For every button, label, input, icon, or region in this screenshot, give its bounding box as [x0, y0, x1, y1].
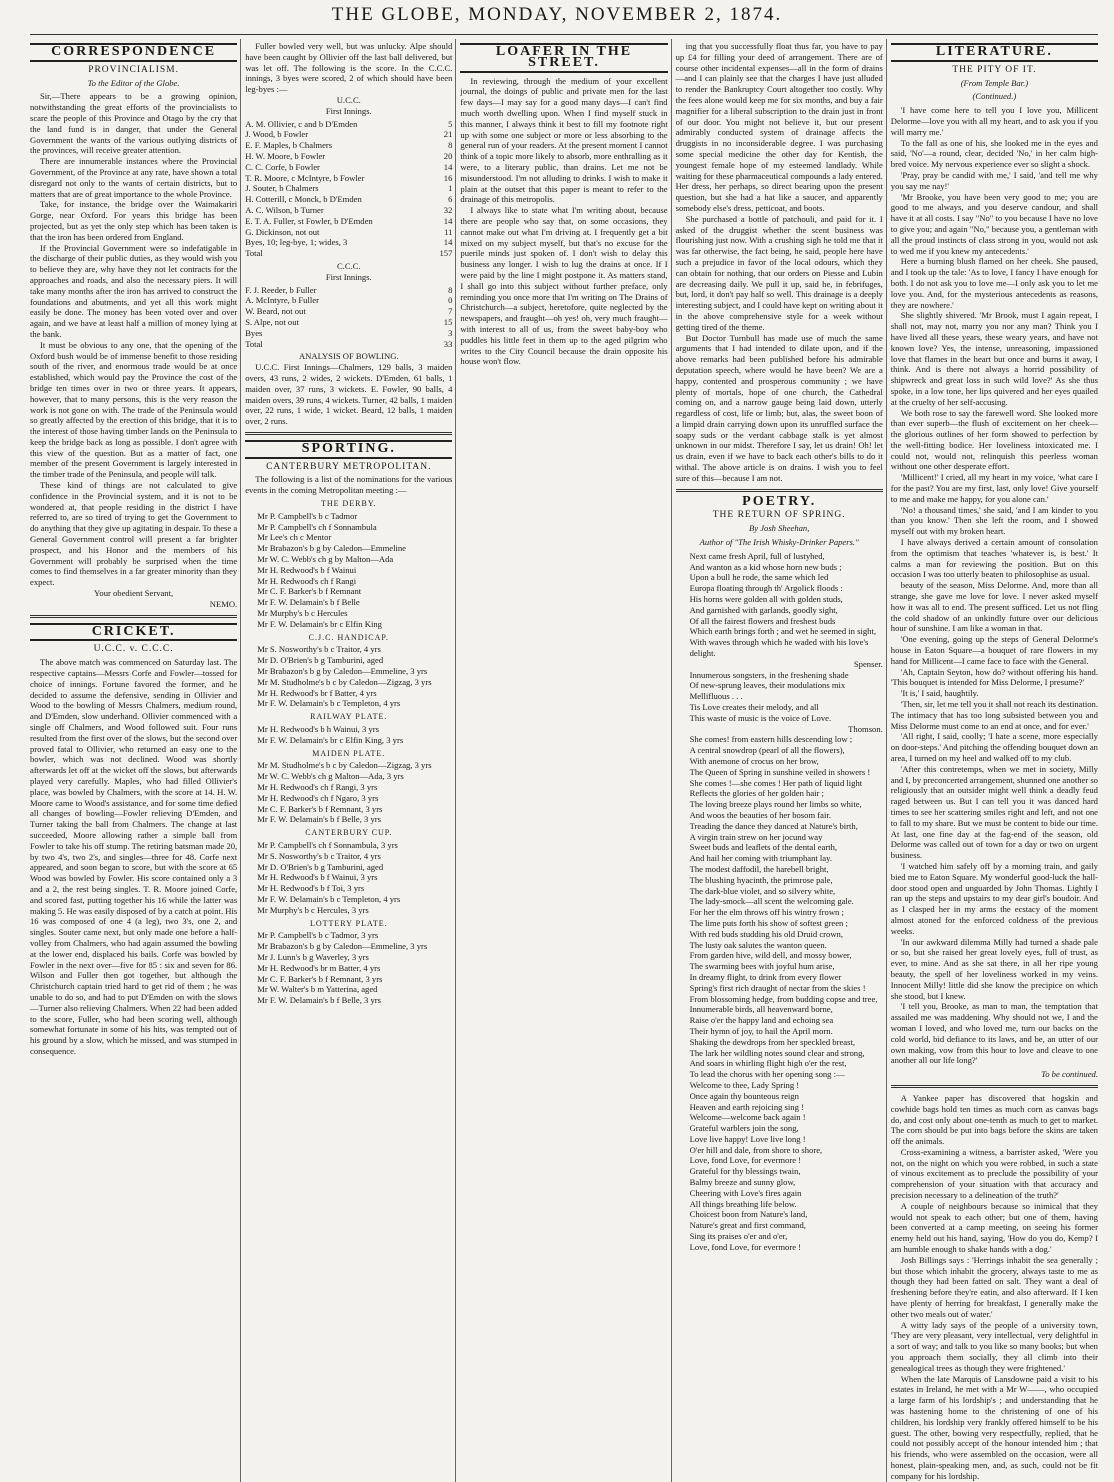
poem-line: And hail her coming with triumphant lay.: [689, 853, 832, 864]
poem-line: The lime puts forth his show of softest green ;: [689, 917, 848, 928]
race-entry: Mr P. Campbell's b c Tadmor, 3 yrs: [257, 930, 379, 941]
race-entry: Mr F. W. Delamain's br c Elfin King, 3 yrs: [257, 734, 404, 745]
story-paragraph: 'After this contretemps, when we met in society, Milly and I, by preconcerted arrangement, shunned one another so religiously that an outsider might well think a deadly feud raged between us. But I can tell you it was danced hard times to see her scattering smiles right and left, and not one to fall to my share. But we must be content to bide our time. At last, one fine day at the fag-end of the season, old Delorme was called out of town for a day or two on urgent business.: [890, 763, 1098, 861]
column-3: [460, 35, 667, 1482]
miscellany-paragraph: A witty lady says of the people of a university town, 'They are very pleasant, very intellectual, very delightful in a sort of way; and talk to you like so many books; but when you approach them socially, they all climb into their genealogical trees as though they were frightened.': [890, 1319, 1098, 1373]
score-row: E. F. Maples, b Chalmers 8: [245, 140, 453, 151]
race-entry: Mr Brabazon's b g by Caledon—Emmeline, 3 yrs: [257, 666, 428, 677]
correspondence-signature: NEMO.: [209, 598, 238, 609]
poem-line: Grateful warblers join the song,: [689, 1123, 799, 1134]
poem-line: Balmy breeze and sunny glow,: [689, 1177, 796, 1188]
poem-line: The loving breeze plays round her limbs so white,: [689, 799, 862, 810]
race-entry: Mr F. W. Delamain's b f Belle, 3 yrs: [257, 814, 381, 825]
story-text: [891, 105, 1098, 580]
score-row: J. Souter, b Chalmers 1: [245, 183, 453, 194]
column-1: [30, 35, 237, 1482]
poem-line: Innumerable birds, all heavenward borne,: [689, 1004, 833, 1015]
poem-line: From blossoming hedge, from budding copse and tree,: [689, 993, 878, 1004]
poem-line: The modest daffodil, the harebell bright,: [689, 863, 829, 874]
correspondence-paragraph: There are innumerable instances where the Provincial Government, of the Province at any rate, have shown a total disregard not only to the wants of certain districts, but to matters that are of great importance to the whole Province.: [30, 156, 238, 199]
race-entry: Mr D. O'Brien's b g Tamburini, aged: [257, 861, 384, 872]
poem-line: Which earth brings forth ; and wet he seemed in sight,: [689, 626, 876, 637]
race-entry: Mr Murphy's b c Hercules: [257, 608, 348, 619]
race-entry: Mr Brabazon's b g by Caledon—Emmeline, 3 yrs: [257, 941, 428, 952]
poem-line: With anemone of crocus on her brow,: [689, 756, 819, 766]
race-title: MAIDEN PLATE.: [312, 748, 386, 758]
poem-line: The blushing hyacinth, the primrose pale,: [689, 874, 833, 885]
poem-line: Upon a bull he rode, the same which led: [689, 572, 829, 583]
poem-title: THE RETURN OF SPRING.: [712, 510, 846, 521]
race-entry: Mr H. Redwood's ch f Ngaro, 3 yrs: [257, 792, 379, 803]
ucc-title: U.C.C.: [336, 94, 361, 105]
race-entry: Mr C. F. Barker's b f Remnant: [257, 586, 362, 597]
score-row: H. W. Moore, b Fowler 20: [245, 150, 453, 161]
race-entry: Mr H. Redwood's b f Toi, 3 yrs: [257, 883, 365, 894]
poem-line: A virgin train strew on her jocund way: [689, 831, 823, 842]
story-paragraph: 'One evening, going up the steps of General Delorme's house in Eaton Square—a bouquet of rare flowers in my hand for Millicent—I came face to face with the General.: [890, 634, 1098, 666]
race-entry: Mr Brabazon's b g by Caledon—Emmeline: [257, 543, 406, 554]
race-entry: Mr H. Redwood's br f Batter, 4 yrs: [257, 687, 377, 698]
poem-line: Choicest boon from Nature's land,: [689, 1209, 808, 1220]
race-entry: Mr H. Redwood's b f Wainui: [257, 564, 357, 575]
divider: [30, 615, 237, 618]
loafer-heading: LOAFER IN THE STREET.: [460, 43, 667, 73]
poem-line: And garnished with garlands, goodly sight,: [689, 604, 838, 615]
ucc-innings: First Innings.: [325, 105, 372, 116]
race-entry: Mr P. Campbell's ch f Sonnambula: [257, 521, 377, 532]
score-total: Total 33: [245, 338, 453, 349]
race-entry: Mr H. Redwood's ch f Rangi, 3 yrs: [257, 782, 378, 792]
miscellany: [891, 1093, 1098, 1482]
story-continued: (Continued.): [972, 91, 1017, 102]
race-entry: Mr S. Nosworthy's b c Traitor, 4 yrs: [257, 850, 381, 861]
poem-line: Love, fond Love, for evermore !: [689, 1155, 802, 1166]
column-4: [676, 35, 883, 1482]
race-entry: Mr F. W. Delamain's b c Templeton, 4 yrs: [257, 698, 401, 709]
miscellany-paragraph: A couple of neighbours because so inimical that they would not speak to each other; but one of them, having been converted at a camp meeting, on seeing his former enemy held out his hand, saying, 'How do you do, Kemp? I am humble enough to shake hands with a dog.': [890, 1200, 1098, 1255]
poem-line: Of new-sprung leaves, their modulations mix: [689, 680, 846, 691]
race-entry: Mr M. Studholme's b c by Caledon—Zigzag, 3 yrs: [257, 760, 432, 771]
story-title: THE PITY OF IT.: [952, 64, 1037, 75]
poem-line: Cheering with Love's fires again: [689, 1187, 802, 1198]
story-paragraph: 'All right, I said, coolly; 'I hate a scene, more especially on door-steps.' And pitching the offending bouquet down an area, I turned on my heel and walked off to my club.: [890, 731, 1098, 763]
poem-byline: By Josh Sheehan,: [749, 523, 810, 534]
poem-line: The dark-blue violet, and so silvery white,: [689, 885, 836, 896]
race-entry: Mr W. C. Webb's ch g Malton—Ada, 3 yrs: [257, 771, 404, 782]
story-paragraph: 'Then, sir, let me tell you it shall not reach its destination. The intimacy that has too long subsisted between you and Miss Delorme must come to an end at once, and for ever.': [890, 699, 1098, 731]
poem-line: Welcome to thee, Lady Spring !: [689, 1079, 800, 1090]
race-entry: Mr H. Redwood's br m Batter, 4 yrs: [257, 962, 381, 973]
ccc-scorecard: [245, 285, 452, 350]
race-entry: Mr W. Walter's b m Yatterina, aged: [257, 984, 378, 995]
race-entry: Mr Lee's ch c Mentor: [257, 532, 332, 543]
to-editor: To the Editor of the Globe.: [87, 77, 180, 88]
poem-line: Innumerous songsters, in the freshening shade: [689, 669, 849, 680]
score-row: A. M. Ollivier, c and b D'Emden 5: [245, 118, 453, 129]
story-source: (From Temple Bar.): [960, 77, 1029, 88]
poem-line: The lark her wildling notes sound clear and strong,: [689, 1047, 865, 1058]
correspondence-paragraph: Sir,—There appears to be a growing opinion, notwithstanding the great efforts of the provincialists to scare the people of this Province and Otago by the cry that the land fund is in danger, that under the General Government the wants of the various outlying districts of the provinces, will receive greater attention.: [30, 91, 238, 156]
poem-line: A central snowdrop (pearl of all the flowers),: [689, 745, 845, 756]
race-entry: Mr H. Redwood's ch f Rangi: [257, 575, 357, 586]
poem-line: From garden hive, wild dell, and mossy bower,: [689, 950, 852, 961]
score-row: G. Dickinson, not out 11: [245, 226, 453, 237]
column-5: [891, 35, 1098, 1482]
loafer-paragraph: I always like to state what I'm writing about, because there are people who say that, on some occasions, they cannot make out what I'm driving at. I frequently get a bit mixed on my subject myself, but that's no excuse for the puerile minds just spoken of. I don't wish to delay this business any longer. I wish to lug the drains at once. If I were paid by the line I might postpone it. As matters stand, I shall go into this subject without further preface, only reminding you once more that I'm writing on The Drains of Christchurch—a subject, heretofore, quite neglected by the newspapers, and fraught—oh yes! oh, very much fraught—with interest to all of us, from the sweet baby-boy who puddles his little feet in them up to the aged pilgrim who writes to the City Council because the drain opposite his house won't flow.: [460, 205, 668, 367]
score-row: W. Beard, not out 7: [245, 306, 453, 317]
score-row: Byes, 10; leg-bye, 1; wides, 3 14: [245, 237, 453, 248]
story-paragraph: She slightly shivered. 'Mr Brook, must I again repeat, I shall not, may not, marry you nor any man? Think you I have lived all these years, these weary years, and have not known love? Yes, the intense, unreasoning, impassioned love that flames in the heart but once and burns it away, I think. And is there not always a horrid possibility of shipwreck and great loss in such wild love?' As she thus spoke, in a low tone, her lips quivered and her eyes quailed at the cruelty of her self-accusing.: [890, 310, 1098, 407]
correspondence-heading: CORRESPONDENCE: [30, 43, 237, 62]
divider: [891, 1085, 1098, 1088]
race-title: THE DERBY.: [320, 499, 377, 509]
race-entry: Mr H. Redwood's b h Wainui, 3 yrs: [257, 724, 379, 735]
loafer-paragraph: In reviewing, through the medium of your excellent journal, the doings of public and private men for the last few days—I may say for a good many days—I can't find much worth dwelling upon. When I find myself stuck in this manner, I always think it best to fill my footnote right up with some one subject or more or less absorbing to the general run of your readers. At the present moment I cannot think of a topic more likely to absorb, more enthralling as it were, to a literary public, than drains. Let me not be misunderstood. I'm not alluding to drinks. I wish to make it plain at the outset that this paper is meant to refer to the drainage of this metropolis.: [460, 75, 668, 205]
divider: [676, 489, 883, 492]
poem-line: Once again thy bounteous reign: [689, 1090, 799, 1101]
cricket-heading: CRICKET.: [30, 623, 237, 642]
epigraph2-credit: Thomson.: [848, 723, 883, 734]
race-entry: Mr F. W. Delamain's b f Belle, 3 yrs: [257, 995, 381, 1006]
race-nominations: [245, 499, 452, 1006]
race-title: LOTTERY PLATE.: [309, 918, 388, 928]
poem-line: To lead the chorus with her opening song :—: [689, 1069, 845, 1080]
story-paragraph: 'Pray, pray be candid with me,' I said, 'and tell me why you say me nay!': [890, 169, 1098, 191]
poem-line: O'er hill and dale, from shore to shore,: [689, 1144, 823, 1155]
race-entry: Mr S. Nosworthy's b c Traitor, 4 yrs: [257, 644, 381, 655]
poem-line: Mellifluous . . .: [689, 691, 743, 702]
race-entry: Mr Murphy's b c Hercules, 3 yrs: [257, 904, 369, 915]
poem-line: Europa floating through th' Argolick floods :: [689, 583, 843, 594]
poem-author-note: Author of "The Irish Whisky-Drinker Papers.": [699, 537, 859, 548]
poem-line: Shaking the dewdrops from her speckled breast,: [689, 1036, 855, 1047]
poem-line: The lusty oak salutes the wanton queen.: [689, 939, 827, 950]
score-total: Total 157: [245, 248, 453, 259]
ccc-innings: First Innings.: [325, 271, 372, 282]
ccc-title: C.C.C.: [336, 260, 361, 271]
race-entry: Mr F. W. Delamain's b c Templeton, 4 yrs: [257, 893, 401, 904]
drains-paragraph: She purchased a bottle of patchouli, and paid for it. I asked of the druggist whether the scent business was flourishing just now. With a crushing sigh he told me that it was far otherwise, the fact being, he said, people here have such a prejudice in favor of the local odours, which they can obtain for nothing, that our orders on Piesse and Lubin are decreasing daily. We pull it up, said he, in febrifuges, but, lord, it don't pay half so well. This drainage is a deeply interesting subject, and I could have kept on writing about it in the above comprehensive style for a week without getting tired of the theme.: [675, 213, 883, 332]
race-entry: Mr J. Lunn's b g Waverley, 3 yrs: [257, 951, 369, 962]
poem-line: She comes !—she comes ! Her path of liquid light: [689, 777, 863, 788]
drains-paragraph: ing that you successfully float thus far, you have to pay up £4 for filling your deed of arrangement. There are of course other incidental expenses—all in the form of drains—and I can plainly see that the charges I have just alluded to render the Bankruptcy Court altogether too costly. Why the fees alone would keep me for six months, and buy a fair magnifier for a liberal subscription to the drain just in front of our door. You might not believe it, but our present admirably conducted system of drainage affects the druggists in no inconsiderable degree. I was purchasing some special medicine the other day for Kentish, the youngest female hope of my esteemed landlady. While waiting for these pharmaceutical compounds a lady entered. Her dress, her perhaps, so direct bearing upon the present question, but she had a hat like a saucer, and apparently somebody else's dress, petticoat, and boots.: [675, 41, 883, 213]
poem-line: His horns were golden all with golden studs,: [689, 594, 843, 605]
sporting-heading: SPORTING.: [245, 440, 452, 459]
race-entry: Mr P. Campbell's ch f Sonnambula, 3 yrs: [257, 839, 398, 850]
poem-epigraph-2: [676, 670, 883, 724]
poem-line: Welcome—welcome back again !: [689, 1112, 806, 1123]
story-paragraph: 'I tell you, Brooke, as man to man, the temptation that assailed me was maddening. Why should not we, I and the woman I loved, and who loved me, turn our backs on the cold world, bid defiance to its laws, and be, an utter of our own making, vow from this hour to love and cleave to one another all our life long?': [890, 1001, 1098, 1066]
story-paragraph: Here a burning blush flamed on her cheek. She paused, and I took up the tale: 'As to love, I fancy I have enough for both. I do not ask you to love me—I only ask you to let me love you. And, for the mysterious antecedents as reasons, they are nowhere.': [890, 256, 1098, 310]
poem-line: All things breathing life below.: [689, 1198, 797, 1209]
poem-line: The lady-smock—all scent the welcoming gale.: [689, 896, 854, 907]
poem-line: Treading the dance they danced at Nature's birth,: [689, 820, 858, 831]
masthead: THE GLOBE, MONDAY, NOVEMBER 2, 1874.: [331, 4, 783, 25]
ucc-scorecard: [245, 119, 452, 259]
score-row: E. T. A. Fuller, st Fowler, b D'Emden 14: [245, 215, 453, 226]
poem-line: Their hymn of joy, to hail the April morn.: [689, 1025, 833, 1036]
column-2: [245, 35, 452, 1482]
epigraph-credit: Spenser.: [853, 658, 883, 669]
correspondence-paragraph: If the Provincial Government were so indefatigable in the discharge of their public duties, as they would wish you to believe they are, why have they not let contracts for the approaches and roads, and also the necessary piers. It will take many months after the iron has arrived to construct the foundations and abutments, and yet all this work might easily be done. The money has been voted over and over again, and we have at least half a million of money lying at the bank.: [30, 242, 238, 339]
story-paragraph: beauty of the season, Miss Delorme. And, more than all strange, she gave me love for love. I never asked myself how it was all to end. The present sufficed. Let us not fling the cold shadow of an unkindly future over our delicious hour of sunshine. I am like a woman in that.: [890, 580, 1098, 634]
analysis-title: ANALYSIS OF BOWLING.: [298, 351, 399, 362]
sporting-intro: The following is a list of the nominations for the various events in the coming Metropolitan meeting :—: [245, 474, 453, 496]
drains-paragraph: But Doctor Turnbull has made use of much the same arguments that I had intended to dilate upon, and if the above remarks had been published before his admirable deputation speech, where would he have been? We are a happy, contented and prosperous community ; we have plenty of mortals, hope of one church, the Cathedral coming on, and a narrow gauge being laid down, utterly regardless of cost, life or limb; but, alas, the sweet boon of a limpid drain carrying down upon its unruffled surface the soapy suds or the verdant cabbage stalk is yet almost unknown in our midst. Therefore I say, let us drain! Oh! let us drain, even if we have to back each other's bills to do it withal. The above article is on drains. I wish you to feel sure of this—because I am not.: [675, 332, 883, 483]
race-entry: Mr P. Campbell's b c Tadmor: [257, 510, 358, 521]
score-row: A. McIntyre, b Fuller 0: [245, 295, 453, 306]
story-paragraph: 'No! a thousand times,' she said, 'and I am kinder to you than you know.' Then she left the room, and I showed myself out with my broken heart.: [890, 504, 1098, 537]
cricket-subheading: U.C.C. v. C.C.C.: [93, 644, 174, 655]
divider: [245, 432, 452, 435]
correspondence-paragraph: Take, for instance, the bridge over the Waimakariri Gorge, near Oxford. For years this bridge has been projected, but as yet the only step which has been taken is that the iron has been ordered from England.: [30, 199, 238, 242]
story-paragraph: 'I watched him safely off by a morning train, and gaily bied me to Eaton Square. My wonderful good-luck the hall-door stood open and unguarded by John Thomas. Lightly I ran up the steps and upstairs to my dear girl's boudoir. And as I clasped her in my arms the ecstacy of the moment almost atoned for the enforced coldness of the previous weeks.: [890, 860, 1098, 936]
score-row: H. Cotterill, c Monck, b D'Emden 6: [245, 194, 453, 205]
miscellany-paragraph: Cross-examining a witness, a barrister asked, 'Were you not, on the night on which you were robbed, in such a state of vinous excitement as to preclude the possibility of your comprehension of your situation with that accuracy and precision necessary to a delineation of the truth?': [890, 1146, 1098, 1201]
to-be-continued: To be continued.: [1041, 1069, 1098, 1080]
race-entry: Mr F. W. Delamain's b f Belle: [257, 597, 360, 608]
race-title: RAILWAY PLATE.: [310, 712, 388, 722]
analysis-text: U.C.C. First Innings—Chalmers, 129 balls, 3 maiden overs, 43 runs, 2 wides, 2 wickets. D'Emden, 61 balls, 1 maiden over, 37 runs, 3 wickets. E. Fowler, 90 balls, 4 maiden overs, 39 runs, 4 wickets. Turner, 42 balls, 1 maiden over, 22 runs, 1 wide, 1 wicket. Beard, 12 balls, 1 maiden over, 2 runs.: [245, 362, 453, 427]
story-paragraph: 'It is,' I said, haughtily.: [900, 688, 979, 699]
poem-line: And woos the beauties of her bosom fair.: [689, 809, 831, 820]
miscellany-paragraph: Josh Billings says : 'Herrings inhabit the sea generally ; but those which inhabit the grocery, always taste to me as though they had been fatted on salt. They want a deal of freshening before they're eatin, and also afterward. If I ken have plenty of herring for breakfast, I generally make the other two meals out of water.': [890, 1254, 1098, 1319]
story-paragraph: 'In our awkward dilemma Milly had turned a shade pale or so, but she raised her great lovely eyes, full of trust, as ever, to mine. And as she sat there, in all her ripe young beauty, the spell of her loveliness worked in my veins. Innocent Milly! little did she know the precipice on which she stood, but I knew.: [890, 936, 1098, 1001]
provincialism-subheading: PROVINCIALISM.: [88, 64, 179, 75]
correspondence-paragraph: These kind of things are not calculated to give confidence in the Provincial system, and it is not to be wondered at, that people residing in the district I have referred to, are so tired of trying to get the Government to do anything that they give up agitating in despair. To these a General Government control will present a far brighter prospect, and his Honor and the members of his Government will probably be surprised when the time comes to find themselves in a far greater minority than they expect.: [30, 480, 238, 588]
poem-line: And soars in whirling flight high o'er the rest,: [689, 1058, 847, 1069]
score-row: Byes 3: [245, 327, 453, 338]
race-entry: Mr M. Studholme's b c by Caledon—Zigzag, 3 yrs: [257, 676, 432, 687]
poem-line: She comes! from eastern hills descending low ;: [689, 734, 853, 745]
race-title: CANTERBURY CUP.: [305, 828, 393, 838]
poem-line: With waves through which he waded with his love's delight.: [689, 637, 869, 659]
poem-line: Love, fond Love, for evermore !: [689, 1241, 802, 1252]
race-entry: Mr D. O'Brien's b g Tamburini, aged: [257, 655, 384, 666]
score-row: T. R. Moore, c McIntyre, b Fowler 16: [245, 172, 453, 183]
score-row: C. C. Corfe, b Fowler 14: [245, 161, 453, 172]
sporting-subheading: CANTERBURY METROPOLITAN.: [266, 461, 432, 472]
columns: [30, 34, 1098, 1481]
story-paragraph: 'Millicent!' I cried, all my heart in my voice, 'what care I for the past? You are my first, last, only love! Give yourself to me and make me happy, for you alone can.': [890, 472, 1098, 504]
story-paragraph: I have always derived a certain amount of consolation from the optimism that teaches 'whatever is, is best.' It calms a man for reviewing the position. But on this occasion I was too utterly beaten to philosophise as usual.: [890, 537, 1098, 580]
poem-line: In dreamy flight, to drink from every flower: [689, 971, 842, 982]
story-paragraph: We both rose to say the farewell word. She looked more than ever superb—the flush of excitement on her cheek—the glorious outlines of her form showed to perfection by the well-fitting bodice. Her loveliness intoxicated me. I could not, would not, relinquish this peerless woman without one other desperate effort.: [890, 407, 1098, 472]
poem-line: Sing its praises o'er and o'er,: [689, 1231, 788, 1242]
poetry-heading: POETRY.: [742, 493, 817, 509]
correspondence-paragraph: It must be obvious to any one, that the opening of the Oxford bush would be of immense benefit to those residing south of the river, and enormous trade would be at once established, which would pay the Province the cost of the bridge ten times over in two or three years. It appears, however, that to many persons, this is the very reason the work is not gone on with. The trade of the Peninsula would so greatly affected by the erection of this bridge, that it is to the interest of those having timber lands on the Peninsula to keep the bridge back as long as possible. I don't agree with this view of the question. But as a matter of fact, one member of the present Government is largely interested in the timber trade of the Peninsula, and people will talk.: [30, 339, 238, 480]
poem-line: Nature's great and first command,: [689, 1220, 806, 1231]
story-text-continued: [891, 580, 1098, 1066]
score-row: S. Alpe, not out 15: [245, 316, 453, 327]
poem-line: For her the elm throws off his wintry frown ;: [689, 907, 844, 918]
poem-line: Raise o'er the happy land and echoing sea: [689, 1015, 834, 1026]
miscellany-paragraph: A Yankee paper has discovered that hogskin and cowhide bags hold ten times as much corn as canvas bags do, and cost only about one-tenth as much to get to market. The corn should be put into bags before the skins are taken off the animals.: [890, 1092, 1098, 1147]
score-row: J. Wood, b Fowler 21: [245, 129, 453, 140]
cricket-paragraph: The above match was commenced on Saturday last. The respective captains—Messrs Corfe and Fowler—tossed for choice of innings. Fortune favored the former, and he decided to assume the defensive, sending in Ollivier and Wood to the bowling of Messrs Chalmers, medium round, and D'Emden, slow underhand. Ollivier commenced with a single off Chalmers, and Wood followed suit. Four runs resulted from the first over of the slows, but the second over proved fatal to Ollivier, who returned an easy one to the bowler, which was not declined. Wood was shortly afterwards let off at the wicket off the slows, but afterwards played very carefully. Maples, who had filled Ollivier's place, was bowled by Chalmers, with the score at 14. H. W. Moore came to Wood's assistance, and for some time defied all changes of bowling—Fowler relieving D'Emden, and Turner taking the ball from Chalmers. The change at last succeeded, Moore allowing rather a simple ball from Fowler to take his off stump. The retiring batsman made 20, by two 4's, two 2's, and singles—three for 48. Corfe next appeared, and soon began to score, but with the score at 65 Wood was bowled by Fowler. His score contained only a 3 and a 2, the rest being singles. T. R. Moore joined Corfe, and scored fast, putting together his 16 while the latter was making 5. He was easily disposed of by a catch at point. His 16 was composed of one 4 (a leg), two 3's, one 2, and singles. Souter came next, but only made one before a half-volley from Chalmers, who had again assumed the bowling at the lower end, displaced his bails. Corfe was bowled by Fowler in the next over—five for 85 : six and seven for 86. Wilson and Fuller then got together, but although the Christchurch captain tried hard to get rid of them ; he was unable to do so, and had to put D'Emden on with the slows—Turner also relieving Chalmers. When 22 had been added to the score, Fuller, who had been scoring well, although somewhat fortunate in some of his hits, was tempted out of his ground by a slow, which he missed, and was stumped in consequence.: [30, 657, 238, 1056]
poem-line: Spring's first rich draught of nectar from the skies !: [689, 982, 866, 993]
poem-line: With red buds studding his old Druid crown,: [689, 928, 843, 939]
score-row: F. J. Reeder, b Fuller 8: [245, 284, 453, 295]
correspondence-closing: Your obedient Servant,: [94, 588, 174, 599]
poem-line: The swarming bees with joyful hum arise,: [689, 961, 835, 972]
poem-epigraph: [676, 551, 883, 659]
poem-line: Of all the fairest flowers and freshest buds: [689, 615, 836, 626]
cricket-paragraph: Fuller bowled very well, but was unlucky. Alpe should have been caught by Ollivier off the last ball delivered, but was let off. The following is the score. In the C.C.C. innings, 3 byes were scored, 2 of which should have been leg-byes :—: [245, 41, 453, 95]
race-entry: Mr W. C. Webb's ch g by Malton—Ada: [257, 554, 394, 565]
poem-line: Sweet buds and leaflets of the dental earth,: [689, 842, 838, 853]
poem-line: Tis Love creates their melody, and all: [689, 702, 819, 713]
poem-line: The Queen of Spring in sunshine veiled in showers !: [689, 766, 871, 777]
story-paragraph: 'Mr Brooke, you have been very good to me; you are good to me always, and you deserve candour, and shall have it at all costs. I say "No" to you because I have no love to give you; and again "No," because you, a gentleman with all the proud instincts of class strong in you, would not ask to wed me if you knew my antecedents.': [890, 191, 1098, 256]
race-title: C.J.C. HANDICAP.: [308, 632, 389, 642]
race-entry: Mr F. W. Delamain's br c Elfin King: [257, 618, 382, 629]
poem-line: This waste of music is the voice of Love.: [689, 712, 832, 723]
poem-line: And wanton as a kid whose horn new buds ;: [689, 561, 842, 572]
miscellany-paragraph: When the late Marquis of Lansdowne paid a visit to his estates in Ireland, he met with a Mr W——, who occupied a large farm of his lordship's ; and understanding that he was hastening home to the christening of one of his children, his lordship very frankly offered himself to be his guest. The other, bowing very respectfully, replied, that he could not possibly accept of the honour intended him ; that his friends, who were assembled on the occasion, were all honest, plain-speaking men, and, as such, could not be fit company for his lordship.: [890, 1373, 1098, 1481]
story-paragraph: 'Ah, Captain Seyton, how do? without offering his hand. 'This bouquet is intended for Miss Delorme, I presume?': [890, 666, 1098, 688]
poem-line: Next came fresh April, full of lustyhed,: [689, 550, 825, 561]
score-row: A. C. Wilson, b Turner 32: [245, 204, 453, 215]
story-paragraph: To the fall as one of his, she looked me in the eyes and said, 'No'—a round, clear, decided 'No,' in her calm high-bred voice. My nervous experience ever so slight a shock.: [890, 137, 1098, 170]
race-entry: Mr C. F. Barker's b f Remnant, 3 yrs: [257, 973, 383, 984]
story-paragraph: 'I have come here to tell you I love you, Millicent Delorme—love you with all my heart, and to ask you if you will marry me.': [890, 105, 1098, 137]
literature-heading: LITERATURE.: [891, 43, 1098, 62]
poem-line: Grateful for thy blessings twain,: [689, 1166, 801, 1177]
race-entry: Mr C. F. Barker's b f Remnant, 3 yrs: [257, 803, 383, 814]
poem-line: Reflects the glories of her golden hair ;: [689, 788, 824, 799]
poem-line: Heaven and earth rejoicing sing !: [689, 1101, 804, 1112]
race-entry: Mr H. Redwood's b f Wainui, 3 yrs: [257, 872, 378, 883]
poem-stanzas: [676, 734, 883, 1252]
poem-line: Love live happy! Love live long !: [689, 1133, 806, 1144]
